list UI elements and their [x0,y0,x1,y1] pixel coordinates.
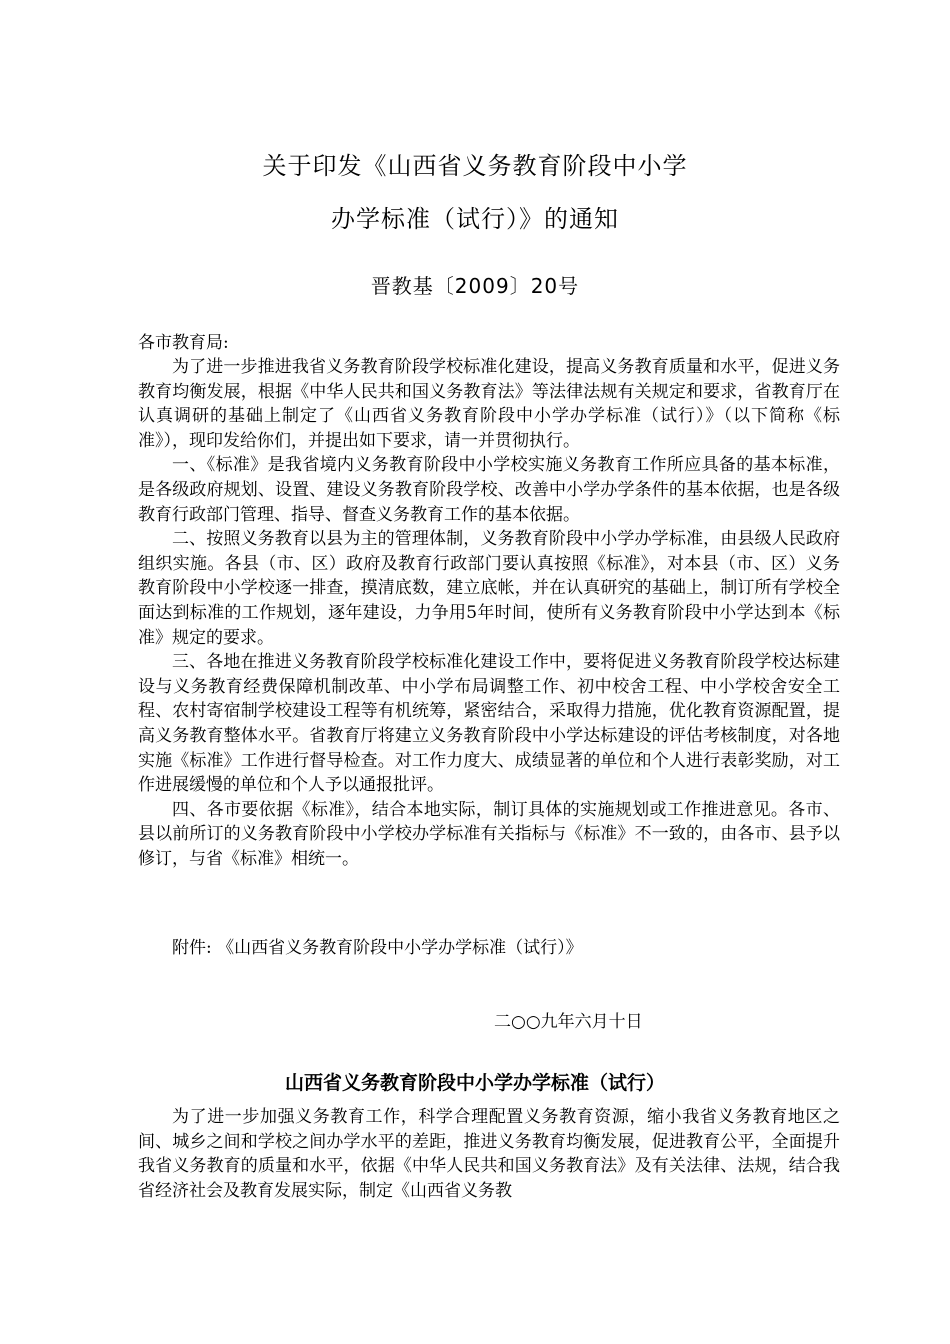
notice-body [138,355,840,871]
standard-intro-paragraph: 为了进一步加强义务教育工作，科学合理配置义务教育资源，缩小我省义务教育地区之间、城乡之间和学校之间办学水平的差距，推进义务教育均衡发展，促进教育公平，全面提升我省义务教育的质量和水平，依据《中华人民共和国义务教育法》及有关法律、法规，结合我省经济社会及教育发展实际，制定《山西省义务教 [138,1107,840,1201]
paragraph-item-4: 四、各市要依据《标准》，结合本地实际，制订具体的实施规划或工作推进意见。各市、县以前所订的义务教育阶段中小学校办学标准有关指标与《标准》不一致的，由各市、县予以修订，与省《标准》相统一。 [138,799,840,869]
document-title-line-2: 办学标准（试行）》的通知 [331,205,619,233]
issue-date: 二○○九年六月十日 [494,1012,643,1032]
standard-title: 山西省义务教育阶段中小学办学标准（试行） [284,1072,665,1094]
standard-body [138,1105,840,1203]
salutation: 各市教育局: [138,333,229,353]
paragraph-intro: 为了进一步推进我省义务教育阶段学校标准化建设，提高义务教育质量和水平，促进义务教育均衡发展，根据《中华人民共和国义务教育法》等法律法规有关规定和要求，省教育厅在认真调研的基础上制定了《山西省义务教育阶段中小学办学标准（试行）》（以下简称《标准》），现印发给你们，并提出如下要求，请一并贯彻执行。 [138,357,840,451]
paragraph-item-3: 三、各地在推进义务教育阶段学校标准化建设工作中，要将促进义务教育阶段学校达标建设与义务教育经费保障机制改革、中小学布局调整工作、初中校舍工程、中小学校舍安全工程、农村寄宿制学校建设工程等有机统筹，紧密结合，采取得力措施，优化教育资源配置，提高义务教育整体水平。省教育厅将建立义务教育阶段中小学达标建设的评估考核制度，对各地实施《标准》工作进行督导检查。对工作力度大、成绩显著的单位和个人进行表彰奖励，对工作进展缓慢的单位和个人予以通报批评。 [138,652,840,796]
paragraph-item-1: 一、《标准》是我省境内义务教育阶段中小学校实施义务教育工作所应具备的基本标准，是各级政府规划、设置、建设义务教育阶段学校、改善中小学办学条件的基本依据，也是各级教育行政部门管理、指导、督查义务教育工作的基本依据。 [138,455,840,525]
paragraph-item-2: 二、按照义务教育以县为主的管理体制，义务教育阶段中小学办学标准，由县级人民政府组织实施。各县（市、区）政府及教育行政部门要认真按照《标准》，对本县（市、区）义务教育阶段中小学校逐一排查，摸清底数，建立底帐，并在认真研究的基础上，制订所有学校全面达到标准的工作规划，逐年建设，力争用5年时间，使所有义务教育阶段中小学达到本《标准》规定的要求。 [138,529,840,648]
document-title-line-1: 关于印发《山西省义务教育阶段中小学 [262,152,688,180]
document-number: 晋教基〔2009〕20号 [370,274,580,298]
attachment-line: 附件: 《山西省义务教育阶段中小学办学标准（试行）》 [172,938,583,958]
